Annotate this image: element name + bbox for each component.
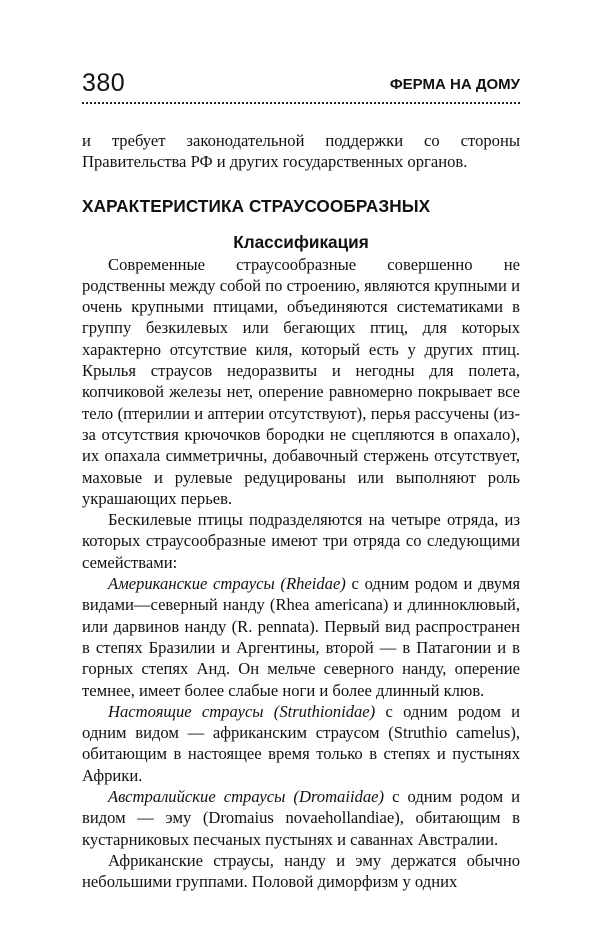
paragraph-5 [82, 786, 520, 850]
paragraph-3-text: с одним родом и двумя видами—северный нанду (Rhea americana) и длинноклювый, или дарвинов нанду (R. pennata). Первый вид распространен в степях Бразилии и Аргентины, второй — в Патагонии и в горных степях Анд. Он мельче северного нанду, оперение темнее, имеет более слабые ноги и более длинный клюв. [82, 574, 520, 700]
family-name-struthionidae: Настоящие страусы (Struthionidae) [108, 701, 376, 721]
family-name-rheidae: Американские страусы (Rheidae) [108, 574, 346, 594]
chapter-heading: ХАРАКТЕРИСТИКА СТРАУСООБРАЗНЫХ [82, 195, 431, 216]
family-name-dromaiidae: Австралийские страусы (Dromaiidae) [108, 787, 385, 807]
body-text [82, 130, 520, 893]
lead-paragraph: и требует законодательной поддержки со стороны Правительства РФ и других государственных органов. [82, 131, 520, 172]
paragraph-3 [82, 573, 520, 701]
paragraph-5-text: с одним родом и видом — эму (Dromaius novaehollandiae), обитающим в кустарниковых песчаных пустынях и саваннах Австралии. [82, 787, 521, 849]
paragraph-2: Бескилевые птицы подразделяются на четыре отряда, из которых страусообразные имеют три отряда со следующими семействами: [82, 510, 520, 572]
paragraph-1: Современные страусообразные совершенно не родственны между собой по строению, являются крупными и очень крупными птицами, объединяются систематиками в группу безкилевых или бегающих птиц, для которых характерно отсутствие киля, который есть у других птиц. Крылья страусов недоразвиты и негодны для полета, копчиковой железы нет, оперение равномерно покрывает все тело (птерилии и аптерии отсутствуют), перья рассучены (из-за отсутствия крючочков бородки не сцепляются в опахало), их опахала симметричны, добавочный стержень отсутствует, маховые и рулевые редуцированы или выполняют роль украшающих перьев. [82, 254, 520, 508]
paragraph-6: Африканские страусы, нанду и эму держатся обычно небольшими группами. Половой диморфизм у одних [82, 850, 520, 892]
running-title: ФЕРМА НА ДОМУ [389, 76, 520, 93]
book-page [82, 68, 520, 893]
page-number: 380 [82, 69, 126, 97]
running-header [82, 68, 520, 104]
paragraph-4-text: с одним родом и одним видом — африканским страусом (Struthio camelus), обитающим в настоящее время только в степях и пустынях Африки. [82, 701, 521, 785]
paragraph-4 [82, 701, 520, 786]
section-heading: Классификация [233, 231, 369, 252]
